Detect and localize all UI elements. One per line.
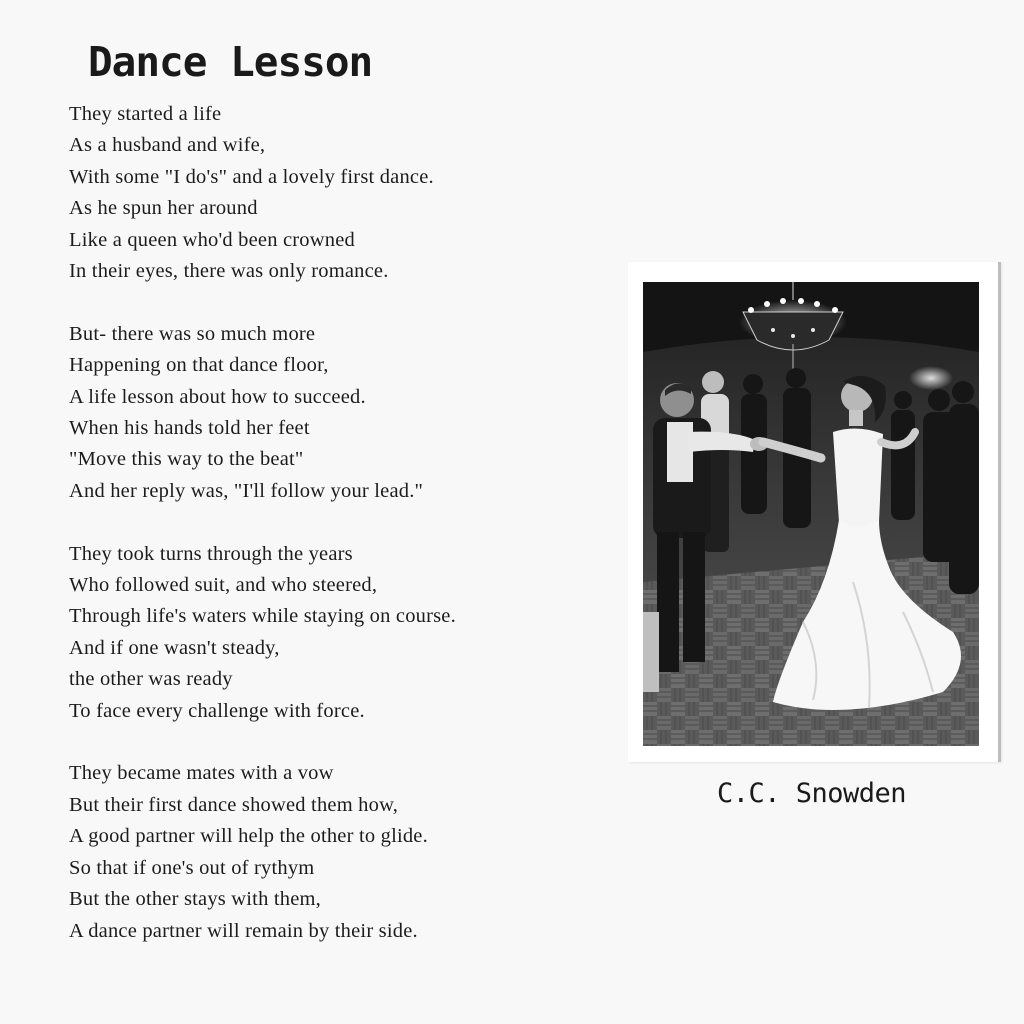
poem-line: So that if one's out of rythym xyxy=(69,856,315,879)
author-signature: C.C. Snowden xyxy=(717,778,907,809)
poem-line: A good partner will help the other to glide. xyxy=(69,825,428,848)
poem-line: Through life's waters while staying on course. xyxy=(69,605,456,628)
poem-line: A life lesson about how to succeed. xyxy=(69,385,366,408)
poem-line: the other was ready xyxy=(69,668,233,691)
poem-line: They became mates with a vow xyxy=(69,762,334,785)
wedding-dance-photo xyxy=(643,282,979,746)
stanza-1 xyxy=(69,99,456,287)
poem-line: As he spun her around xyxy=(69,197,258,220)
photo-frame xyxy=(628,262,1001,762)
poem-body xyxy=(69,99,456,947)
stanza-2 xyxy=(69,319,456,507)
poem-line: Like a queen who'd been crowned xyxy=(69,228,355,251)
stanza-3 xyxy=(69,539,456,727)
poem-line: But- there was so much more xyxy=(69,322,316,345)
poem-line: "Move this way to the beat" xyxy=(69,448,304,471)
poem-line: They took turns through the years xyxy=(69,542,353,565)
poem-line: In their eyes, there was only romance. xyxy=(69,260,389,283)
poem-line: And if one wasn't steady, xyxy=(69,636,280,659)
stanza-4 xyxy=(69,758,456,946)
wedding-dance-illustration xyxy=(643,282,979,746)
poem-line: To face every challenge with force. xyxy=(69,699,365,722)
poem-title: Dance Lesson xyxy=(88,38,373,86)
poem-line: With some "I do's" and a lovely first dance. xyxy=(69,165,434,188)
poem-line: And her reply was, "I'll follow your lead." xyxy=(69,479,424,502)
poem-line: They started a life xyxy=(69,103,222,125)
poem-line: But the other stays with them, xyxy=(69,888,321,911)
poem-line: Who followed suit, and who steered, xyxy=(69,574,378,597)
poem-line: But their first dance showed them how, xyxy=(69,793,399,816)
poem-line: A dance partner will remain by their side. xyxy=(69,919,418,942)
poem-line: Happening on that dance floor, xyxy=(69,354,329,377)
poem-line: When his hands told her feet xyxy=(69,417,310,440)
poem-line: As a husband and wife, xyxy=(69,134,266,157)
